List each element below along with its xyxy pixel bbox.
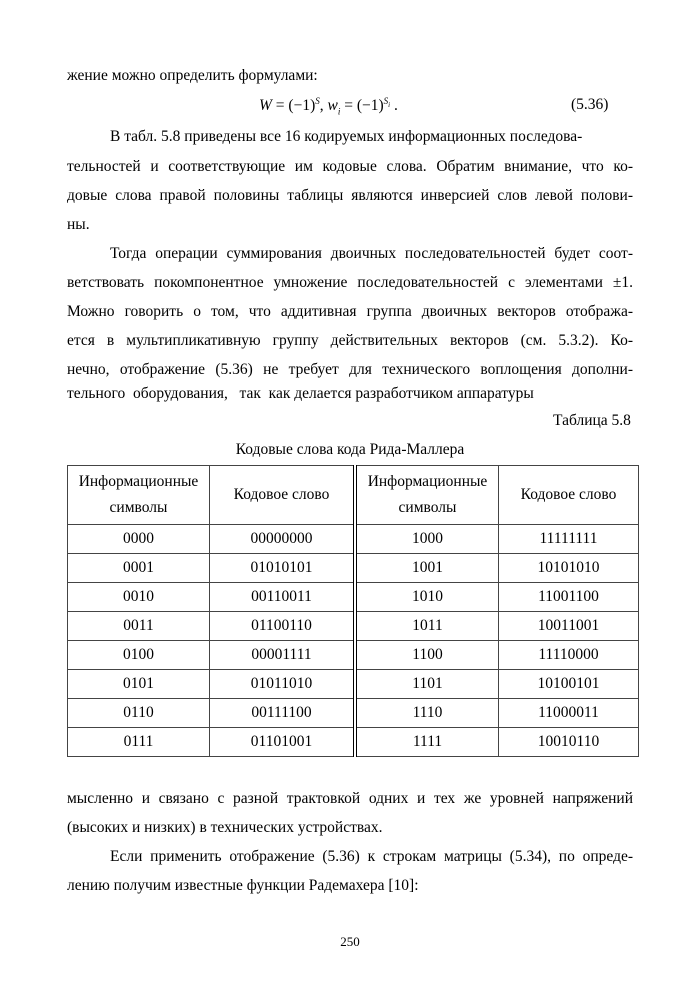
table-row (68, 554, 639, 583)
table-caption: Таблица 5.8 (553, 412, 631, 429)
formula-wi: w (327, 97, 338, 115)
para3-line-1: мысленно и связано с разной трактовкой одних и тех же уровней напряжений (67, 790, 633, 807)
formula-sup2 (383, 96, 391, 109)
para1-line-4: ны. (67, 216, 90, 233)
para1-line-2: тельностей и соответствующие им кодовые слова. Обратим внимание, что ко- (67, 158, 633, 175)
cell-code: 11111111 (499, 525, 639, 554)
page-number: 250 (340, 934, 360, 949)
para1-line-3: довые слова правой половины таблицы являются инверсией слов левой полови- (67, 187, 633, 204)
formula-sup2-sub: i (388, 100, 391, 109)
cell-code: 11000011 (499, 699, 639, 728)
reed-muller-table (67, 465, 639, 757)
cell-info: 0110 (68, 699, 210, 728)
cell-code: 00001111 (210, 641, 356, 670)
para2-line-1: Тогда операции суммирования двоичных последовательностей будет соот- (110, 245, 633, 262)
cell-code: 01011010 (210, 670, 356, 699)
header-code-left (210, 466, 356, 525)
header-code-right-text: Кодовое слово (520, 486, 617, 503)
cell-info: 0000 (68, 525, 210, 554)
formula-end: . (393, 97, 398, 115)
para2-line-4: ется в мультипликативную группу действительных векторов (см. 5.3.2). Ко- (67, 332, 633, 349)
header-info-right-line1: Информационные (367, 473, 488, 490)
header-info-right-line2: символы (398, 499, 457, 516)
table-row (68, 670, 639, 699)
cell-code: 00000000 (210, 525, 356, 554)
header-code-left-text: Кодовое слово (233, 486, 330, 503)
equation-number: (5.36) (571, 96, 609, 113)
cell-info: 1111 (355, 728, 499, 757)
cell-code: 10010110 (499, 728, 639, 757)
formula-wi-sub: i (337, 106, 341, 117)
para4-line-2: лению получим известные функции Радемахера [10]: (67, 877, 419, 894)
formula-eq2: = (−1) (344, 97, 384, 115)
table-row (68, 699, 639, 728)
header-info-left (68, 466, 210, 525)
para2-line-6: тельного оборудования, так как делается разработчиком аппаратуры (67, 385, 534, 402)
cell-info: 1101 (355, 670, 499, 699)
cell-code: 01010101 (210, 554, 356, 583)
cell-info: 0101 (68, 670, 210, 699)
para2-line-2: ветствовать покомпонентное умножение последовательностей с элементами ±1. (67, 274, 633, 291)
cell-info: 0011 (68, 612, 210, 641)
table-row (68, 612, 639, 641)
table-row (68, 728, 639, 757)
cell-info: 0010 (68, 583, 210, 612)
cell-code: 00111100 (210, 699, 356, 728)
header-info-right (355, 466, 499, 525)
para2-line-3: Можно говорить о том, что аддитивная группа двоичных векторов отобража- (67, 303, 633, 320)
cell-info: 0100 (68, 641, 210, 670)
header-info-left-line2: символы (109, 499, 168, 516)
cell-info: 1011 (355, 612, 499, 641)
formula-w: W (259, 97, 272, 115)
para1-line-1: В табл. 5.8 приведены все 16 кодируемых информационных последова- (110, 128, 583, 145)
cell-info: 0111 (68, 728, 210, 757)
formula-sep: , (319, 97, 324, 115)
cell-code: 01100110 (210, 612, 356, 641)
intro-line: жение можно определить формулами: (67, 67, 318, 84)
cell-code: 10011001 (499, 612, 639, 641)
header-info-left-line1: Информационные (78, 473, 199, 490)
cell-code: 11001100 (499, 583, 639, 612)
formula-eq1: = (−1) (275, 97, 316, 115)
table-header-row (68, 466, 639, 525)
cell-info: 1110 (355, 699, 499, 728)
para2-line-5: нечно, отображение (5.36) не требует для технического воплощения дополни- (67, 361, 633, 378)
para4-line-1: Если применить отображение (5.36) к строкам матрицы (5.34), по опреде- (110, 848, 633, 865)
cell-info: 0001 (68, 554, 210, 583)
para3-line-2: (высоких и низких) в технических устройствах. (67, 819, 383, 836)
table-row (68, 583, 639, 612)
cell-info: 1100 (355, 641, 499, 670)
cell-info: 1001 (355, 554, 499, 583)
table-row (68, 641, 639, 670)
cell-code: 01101001 (210, 728, 356, 757)
formula-sup1: S (315, 96, 320, 106)
cell-info: 1010 (355, 583, 499, 612)
table-title: Кодовые слова кода Рида-Маллера (235, 441, 465, 458)
cell-info: 1000 (355, 525, 499, 554)
cell-code: 11110000 (499, 641, 639, 670)
cell-code: 10100101 (499, 670, 639, 699)
cell-code: 00110011 (210, 583, 356, 612)
table-row (68, 525, 639, 554)
cell-code: 10101010 (499, 554, 639, 583)
header-code-right (499, 466, 639, 525)
formula-5-36 (259, 96, 398, 116)
formula-sup2-base: S (383, 96, 389, 106)
